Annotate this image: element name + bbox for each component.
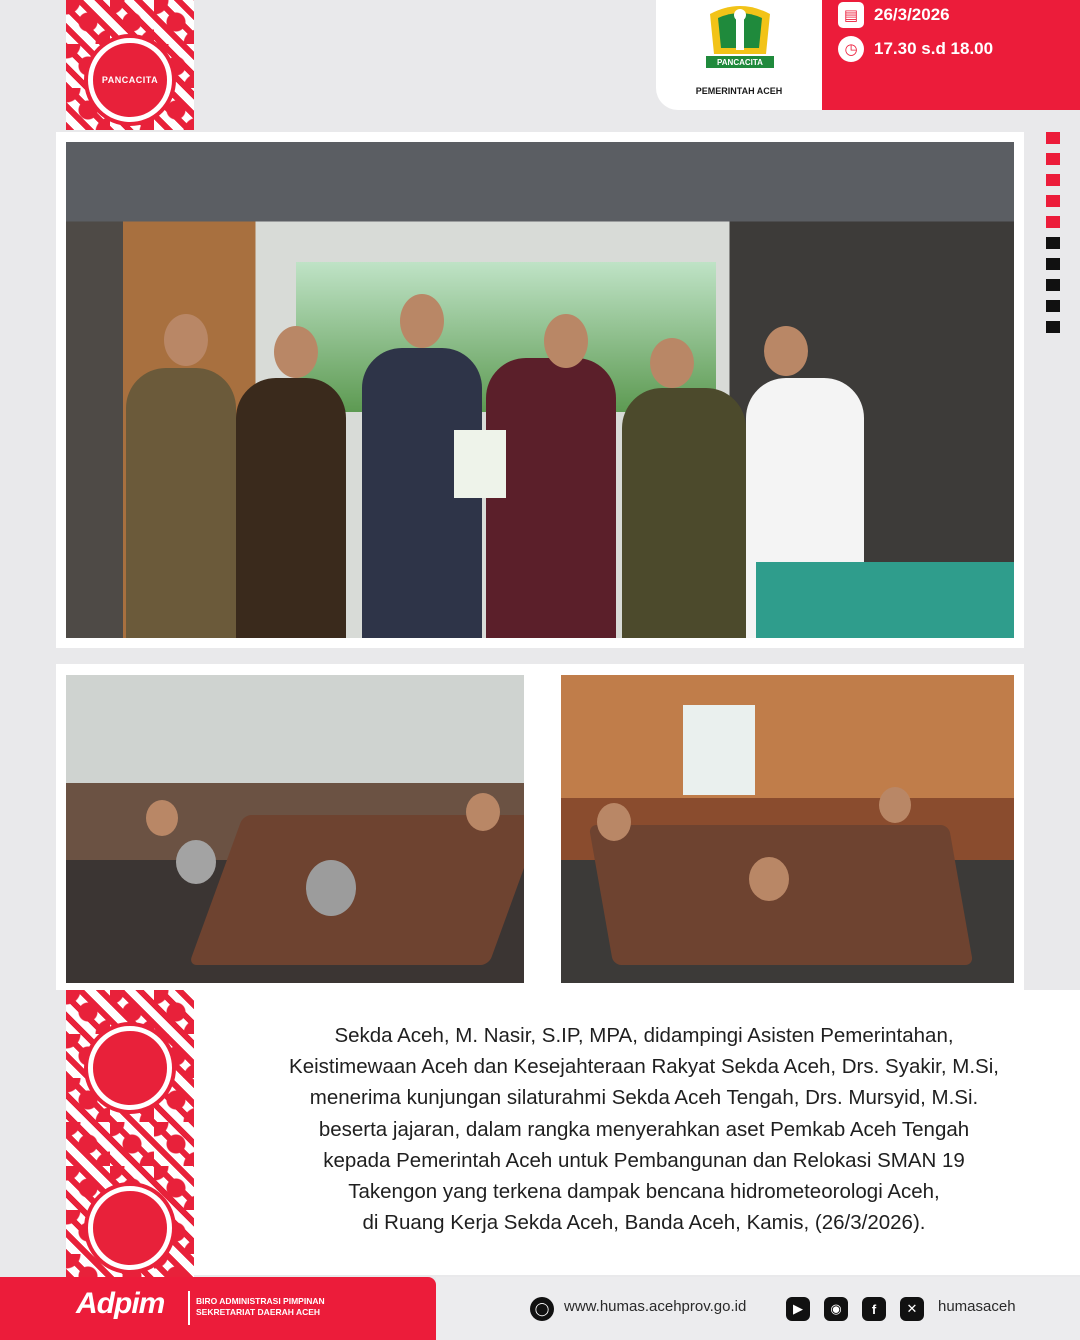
side-mark: [1046, 300, 1060, 312]
side-marks: [1046, 132, 1060, 342]
meeting-photo-left: [66, 675, 524, 983]
crest-emblem: [88, 1186, 172, 1270]
caption-line: Takengon yang terkena dampak bencana hidrometeorologi Aceh,: [348, 1180, 940, 1204]
emblem-word: PANCACITA: [717, 58, 763, 67]
ornament-bottom-left: [66, 990, 194, 1277]
side-mark: [1046, 258, 1060, 270]
person: [236, 378, 346, 638]
side-mark: [1046, 153, 1060, 165]
crest-emblem: [88, 38, 172, 122]
person-head: [466, 793, 500, 831]
logo-caption: PEMERINTAH ACEH: [695, 86, 783, 96]
calendar-icon: ▤: [838, 2, 864, 28]
desk: [756, 562, 1014, 638]
ornament-top-left: [66, 0, 194, 130]
person-head: [879, 787, 911, 823]
person-head: [749, 857, 789, 901]
adpim-logo: Adpim: [76, 1287, 165, 1320]
person: [126, 368, 236, 638]
event-date: 26/3/2026: [874, 5, 950, 24]
person-head: [176, 840, 216, 884]
brand-line: BIRO ADMINISTRASI PIMPINAN: [196, 1296, 325, 1306]
caption-line: Keistimewaan Aceh dan Kesejahteraan Rakyat Sekda Aceh, Drs. Syakir, M.Si,: [289, 1055, 999, 1079]
person-head: [544, 314, 588, 368]
instagram-icon[interactable]: ◉: [824, 1297, 848, 1321]
person-head: [650, 338, 694, 388]
facebook-icon[interactable]: f: [862, 1297, 886, 1321]
side-mark: [1046, 174, 1060, 186]
caption-line: menerima kunjungan silaturahmi Sekda Aceh Tengah, Drs. Mursyid, M.Si.: [309, 1086, 979, 1110]
main-photo: [66, 142, 1014, 638]
person-head: [164, 314, 208, 366]
brand-line: SEKRETARIAT DAERAH ACEH: [196, 1307, 321, 1317]
side-mark: [1046, 237, 1060, 249]
caption-line: Sekda Aceh, M. Nasir, S.IP, MPA, didampingi Asisten Pemerintahan,: [334, 1024, 954, 1047]
website-link[interactable]: www.humas.acehprov.go.id: [564, 1298, 747, 1315]
side-mark: [1046, 132, 1060, 144]
youtube-icon[interactable]: ▶: [786, 1297, 810, 1321]
footer-brand-bar: [0, 1277, 436, 1340]
person-head: [306, 860, 356, 916]
person-head: [146, 800, 178, 836]
caption-line: beserta jajaran, dalam rangka menyerahkan aset Pemkab Aceh Tengah: [318, 1117, 970, 1141]
time-row: [838, 36, 993, 62]
social-handle[interactable]: humasaceh: [938, 1298, 1016, 1315]
person-head: [597, 803, 631, 841]
person: [622, 388, 746, 638]
caption-text: [204, 1020, 1080, 1238]
side-mark: [1046, 321, 1060, 333]
clock-icon: ◷: [838, 36, 864, 62]
meeting-table: [189, 815, 524, 965]
side-mark: [1046, 216, 1060, 228]
date-row: [838, 2, 950, 28]
event-time: 17.30 s.d 18.00: [874, 39, 994, 58]
side-mark: [1046, 279, 1060, 291]
person-head: [764, 326, 808, 376]
x-icon[interactable]: ✕: [900, 1297, 924, 1321]
certificate: [454, 430, 506, 498]
brand-subtitle: [196, 1296, 325, 1318]
date-time-box: [822, 0, 1080, 110]
meeting-photo-right: [561, 675, 1014, 983]
side-mark: [1046, 195, 1060, 207]
person-head: [400, 294, 444, 348]
caption-line: kepada Pemerintah Aceh untuk Pembangunan dan Relokasi SMAN 19: [323, 1148, 965, 1172]
footer-contact-bar: [436, 1277, 1080, 1340]
caption-box: [66, 990, 1080, 1275]
crest-emblem: [88, 1026, 172, 1110]
caption-line: di Ruang Kerja Sekda Aceh, Banda Aceh, Kamis, (26/3/2026).: [362, 1211, 926, 1235]
logo-tab: [656, 0, 822, 110]
pemerintah-aceh-emblem-icon: [702, 4, 778, 70]
globe-icon[interactable]: ◯: [530, 1297, 554, 1321]
person: [486, 358, 616, 638]
crest-label: PANCACITA: [101, 75, 159, 85]
person-head: [274, 326, 318, 378]
whiteboard: [683, 705, 755, 795]
brand-divider: [188, 1291, 190, 1325]
